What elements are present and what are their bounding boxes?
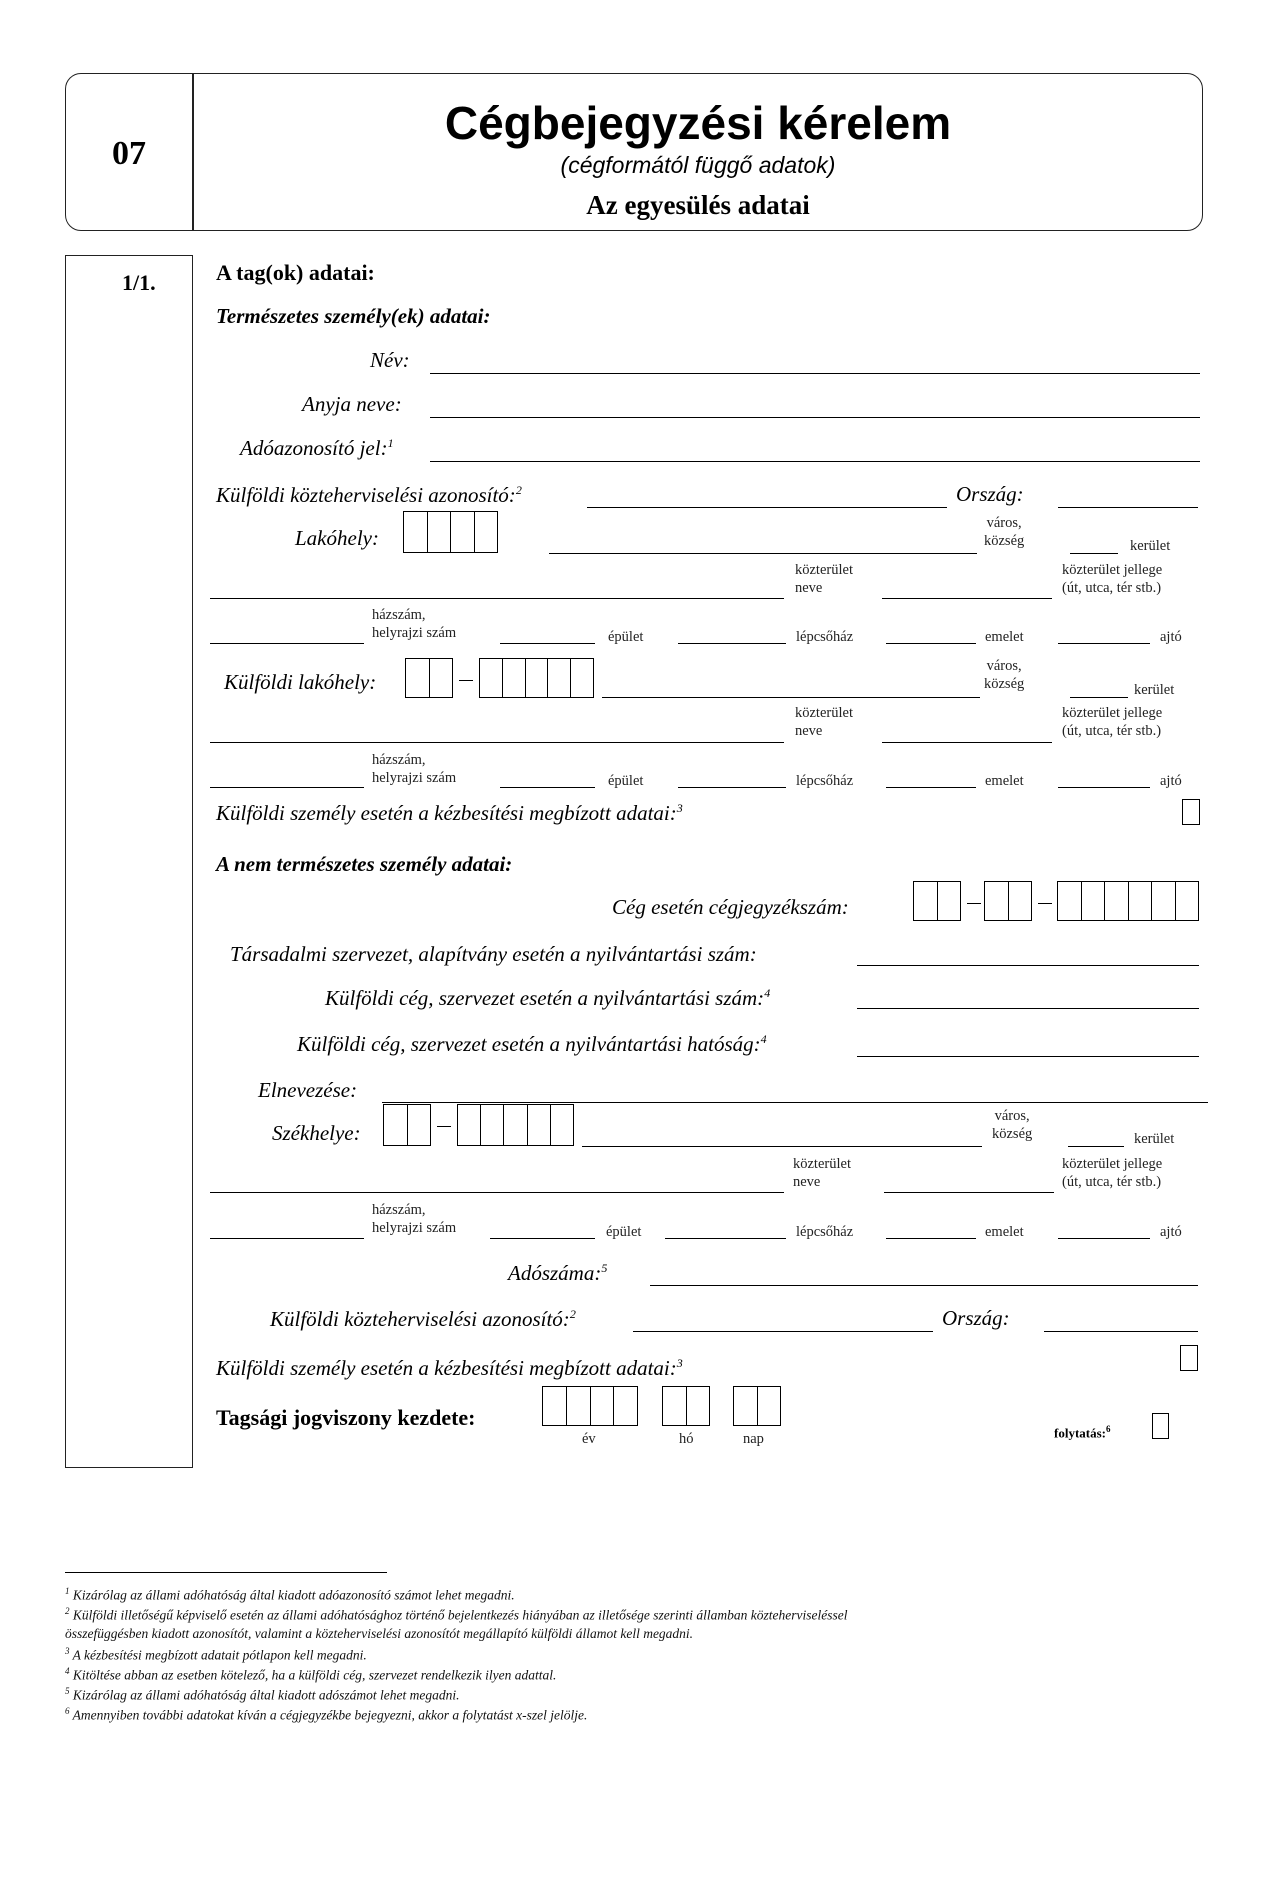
dash [459,680,473,681]
non-natural-person-heading: A nem természetes személy adatai: [216,852,513,876]
street-type-label: közterület jellege (út, utca, tér stb.) [1062,562,1163,597]
section-title: Az egyesülés adatai [586,190,810,220]
form-number: 07 [112,135,146,172]
membership-start-day-boxes[interactable] [733,1386,781,1426]
foreign-residence-door-field[interactable] [1058,787,1150,788]
tax-id-field[interactable] [430,461,1200,462]
city-label: város, község [984,515,1025,550]
residence-street-field[interactable] [210,598,784,599]
foreign-residence-house-number-field[interactable] [210,787,364,788]
residence-postcode-boxes[interactable] [403,511,498,553]
membership-start-month-boxes[interactable] [662,1386,710,1426]
tax-id-label: Adóazonosító jel:$^1$ [240,436,394,460]
mother-name-label: Anyja neve: [302,392,402,416]
mother-name-field[interactable] [430,417,1200,418]
district-label: kerület [1134,682,1175,698]
floor-label: emelet [985,629,1024,645]
foreign-company-registry-number-label: Külföldi cég, szervezet esetén a nyilvántartási szám:$^4$ [325,986,771,1010]
entity-name-label: Elnevezése: [258,1078,358,1102]
seat-district-field[interactable] [1068,1146,1124,1147]
street-type-label: közterület jellege (út, utca, tér stb.) [1062,1156,1163,1191]
district-label: kerület [1134,1131,1175,1147]
door-label: ajtó [1160,1224,1182,1240]
seat-building-field[interactable] [490,1238,595,1239]
company-registry-number-boxes[interactable] [1057,881,1199,921]
foreign-company-registry-number-field[interactable] [857,1008,1199,1009]
vat-number-field[interactable] [650,1285,1198,1286]
residence-district-field[interactable] [1070,553,1118,554]
company-registry-type-boxes[interactable] [984,881,1032,921]
foreign-residence-street-type-field[interactable] [882,742,1052,743]
footnote-5: $^5$ Kizárólag az állami adóhatóság által kiadott adószámot lehet megadni. [65,1686,460,1703]
delivery-agent-label: Külföldi személy esetén a kézbesítési megbízott adatai:$^3$ [216,801,683,825]
building-label: épület [608,629,644,645]
footnote-2: $^2$ Külföldi illetőségű képviselő esetén az állami adóhatósághoz történő bejelentkezés hiányában az illetősége szerinti államban közteherviseléssel [65,1606,848,1623]
section-number: 1/1. [122,270,156,295]
dash [437,1126,451,1127]
membership-start-year-boxes[interactable] [542,1386,638,1426]
staircase-label: lépcsőház [796,629,854,645]
residence-house-number-field[interactable] [210,643,364,644]
foreign-residence-postcode-boxes[interactable] [479,658,594,698]
door-label: ajtó [1160,773,1182,789]
section-number-column [65,255,193,1468]
footnote-divider [65,1572,387,1573]
dash [967,903,981,904]
house-number-label: házszám, helyrajzi szám [372,1202,457,1237]
delivery-agent-label: Külföldi személy esetén a kézbesítési megbízott adatai:$^3$ [216,1356,683,1380]
country-label: Ország: [942,1306,1010,1330]
foreign-residence-label: Külföldi lakóhely: [224,670,377,694]
staircase-label: lépcsőház [796,1224,854,1240]
foreign-residence-building-field[interactable] [500,787,595,788]
country-field[interactable] [1058,507,1198,508]
ngo-registry-number-field[interactable] [857,965,1199,966]
ngo-registry-number-label: Társadalmi szervezet, alapítvány esetén a nyilvántartási szám: [230,942,757,966]
company-registry-number-label: Cég esetén cégjegyzékszám: [612,895,849,919]
residence-building-field[interactable] [500,643,595,644]
footnote-3: $^3$ A kézbesítési megbízott adatait pótlapon kell megadni. [65,1646,367,1663]
vat-number-label: Adószáma:$^5$ [508,1261,608,1285]
dash [1038,903,1052,904]
membership-start-label: Tagsági jogviszony kezdete: [216,1405,476,1430]
foreign-residence-street-field[interactable] [210,742,784,743]
year-label: év [582,1431,596,1447]
footnote-1: $^1$ Kizárólag az állami adóhatóság által kiadott adóazonosító számot lehet megadni. [65,1586,515,1603]
foreign-company-registry-authority-field[interactable] [857,1056,1199,1057]
foreign-residence-country-boxes[interactable] [405,658,453,698]
seat-country-boxes[interactable] [383,1104,431,1146]
residence-floor-field[interactable] [886,643,976,644]
seat-postcode-boxes[interactable] [457,1104,574,1146]
foreign-tax-id-label: Külföldi közteherviselési azonosító:$^2$ [216,483,522,507]
foreign-residence-district-field[interactable] [1070,697,1128,698]
company-registry-court-boxes[interactable] [913,881,961,921]
street-name-label: közterület neve [793,1156,851,1191]
entity-name-field[interactable] [382,1102,1208,1103]
seat-house-number-field[interactable] [210,1238,364,1239]
house-number-label: házszám, helyrajzi szám [372,607,457,642]
name-field[interactable] [430,373,1200,374]
foreign-tax-id-field[interactable] [587,507,947,508]
residence-city-field[interactable] [549,553,977,554]
seat-street-field[interactable] [210,1192,784,1193]
building-label: épület [606,1224,642,1240]
district-label: kerület [1130,538,1171,554]
residence-staircase-field[interactable] [678,643,786,644]
foreign-residence-floor-field[interactable] [886,787,976,788]
seat-street-type-field[interactable] [884,1192,1054,1193]
seat-label: Székhelye: [272,1121,361,1145]
country-field[interactable] [1044,1331,1198,1332]
staircase-label: lépcsőház [796,773,854,789]
residence-street-type-field[interactable] [882,598,1052,599]
footnote-6: $^6$ Amennyiben további adatokat kíván a cégjegyzékbe bejegyezni, akkor a folytatást x-szel jelölje. [65,1706,588,1723]
seat-staircase-field[interactable] [665,1238,786,1239]
country-label: Ország: [956,482,1024,506]
building-label: épület [608,773,644,789]
foreign-residence-city-field[interactable] [602,697,980,698]
foreign-tax-id-field[interactable] [633,1331,933,1332]
members-heading: A tag(ok) adatai: [216,260,375,285]
continuation-label: folytatás:$^6$ [1054,1424,1111,1441]
residence-label: Lakóhely: [295,526,379,550]
street-type-label: közterület jellege (út, utca, tér stb.) [1062,705,1163,740]
seat-city-field[interactable] [582,1146,982,1147]
floor-label: emelet [985,1224,1024,1240]
floor-label: emelet [985,773,1024,789]
page-title: Cégbejegyzési kérelem [444,97,952,149]
delivery-agent-checkbox[interactable] [1180,1345,1198,1371]
natural-persons-heading: Természetes személy(ek) adatai: [216,304,491,328]
month-label: hó [679,1431,694,1447]
residence-door-field[interactable] [1058,643,1150,644]
foreign-company-registry-authority-label: Külföldi cég, szervezet esetén a nyilvántartási hatóság:$^4$ [297,1032,767,1056]
street-name-label: közterület neve [795,705,853,740]
city-label: város, község [992,1108,1033,1143]
footnote-4: $^4$ Kitöltése abban az esetben kötelező, ha a külföldi cég, szervezet rendelkezik ilyen adattal. [65,1666,557,1683]
delivery-agent-checkbox[interactable] [1182,799,1200,825]
seat-door-field[interactable] [1058,1238,1150,1239]
foreign-tax-id-label: Külföldi közteherviselési azonosító:$^2$ [270,1307,576,1331]
street-name-label: közterület neve [795,562,853,597]
foreign-residence-staircase-field[interactable] [678,787,786,788]
day-label: nap [743,1431,764,1447]
page-subtitle: (cégformától függő adatok) [560,152,836,178]
city-label: város, község [984,658,1025,693]
door-label: ajtó [1160,629,1182,645]
house-number-label: házszám, helyrajzi szám [372,752,457,787]
footnote-2-continued: összefüggésben kiadott azonosítót, valamint a közteherviselési azonosítót megállapító külföldi államot kell megadni. [65,1626,694,1641]
seat-floor-field[interactable] [886,1238,976,1239]
continuation-checkbox[interactable] [1152,1413,1169,1439]
name-label: Név: [370,348,410,372]
